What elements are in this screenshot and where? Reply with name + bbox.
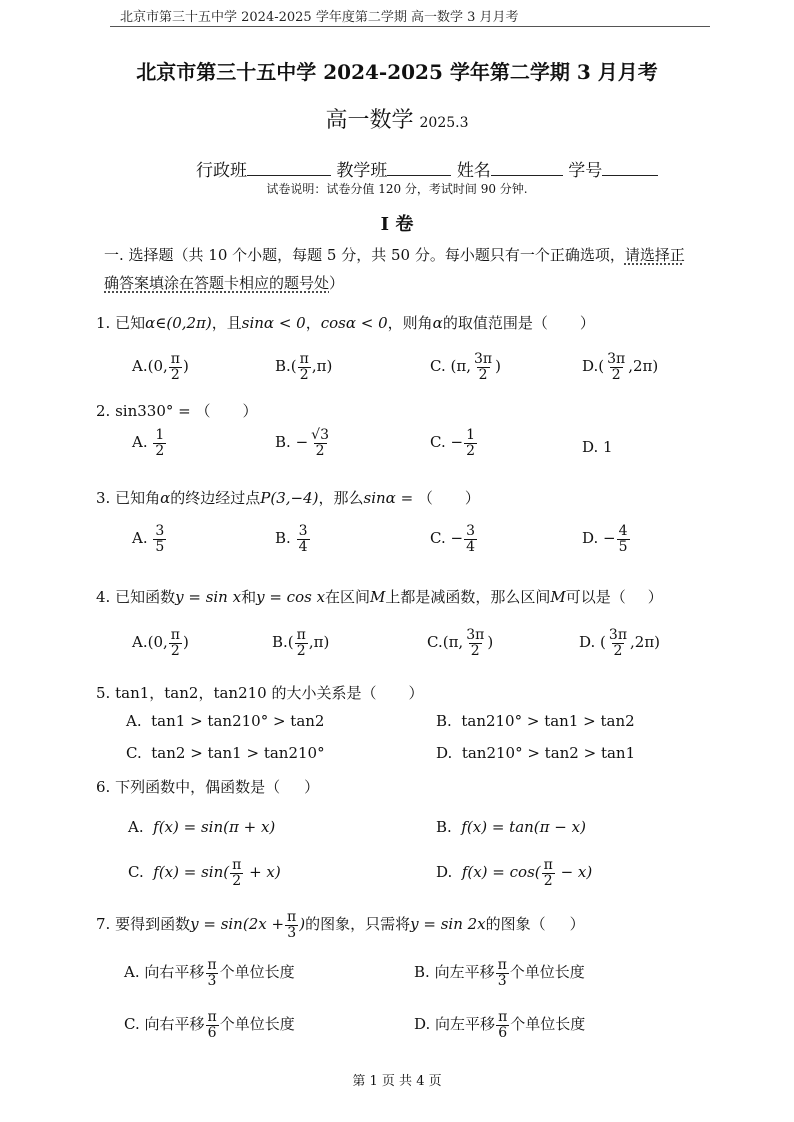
question-2-option-b[interactable] [275,428,332,458]
question-5-option-d[interactable] [436,744,635,762]
question-number: 7. [96,915,111,934]
question-6-option-c[interactable] [128,858,281,888]
option-label: A. [132,633,148,652]
option-text: 个单位长度 [509,963,585,982]
denominator: 5 [155,538,165,555]
denominator: 3 [287,924,297,941]
numerator: 3 [155,523,165,539]
instruction-text: 一. 选择题（共 10 个小题，每题 5 分，共 50 分。每小题只有一个正确选项， [104,246,625,264]
math-expr: y = cos x [256,588,326,606]
class-admin-field[interactable] [247,161,331,176]
fraction [153,428,166,458]
option-text: ) [182,633,189,652]
option-label: D. [436,744,453,762]
question-1-option-d[interactable] [582,352,658,382]
denominator: 2 [611,366,621,383]
math-expr: α [160,489,171,507]
numerator: π [543,857,553,873]
option-label: B. [436,818,452,836]
stem-text: 的图象，只需将 [305,915,411,934]
option-label: C. [126,744,142,762]
option-text: f(x) = cos( [461,863,541,882]
stem-text: 和 [241,588,257,606]
denominator: 2 [170,642,180,659]
question-number: 4. [96,588,111,606]
fraction [169,352,182,382]
question-5-option-c[interactable] [126,744,325,762]
question-6-option-d[interactable] [436,858,592,888]
numerator: 4 [618,523,628,539]
math-expr: P(3,−4) [260,489,319,507]
option-text: 1 [603,438,613,456]
question-1-option-b[interactable] [275,352,332,382]
fraction [464,628,486,658]
class-admin-label: 行政班 [196,161,247,181]
numerator: π [497,957,507,973]
question-3-option-a[interactable] [132,524,167,554]
question-5-option-a[interactable] [126,712,324,730]
math-expr: α∈(0,2π) [145,314,212,332]
instruction-text: ） [329,274,345,292]
fraction [496,958,509,988]
option-text: f(x) = sin(π + x) [153,818,276,836]
fraction [472,352,494,382]
answer-bracket: ） [304,778,320,796]
fraction [230,858,243,888]
question-1-option-c[interactable] [430,352,501,382]
question-4-option-c[interactable] [427,628,493,658]
student-id-field[interactable] [602,161,658,176]
fraction [464,524,477,554]
option-sign: − [295,433,309,452]
math-expr: M [550,588,566,606]
stem-text: 的图象（ [485,915,546,934]
fraction [206,1010,219,1040]
option-text: tan210° > tan1 > tan2 [461,712,635,730]
question-2-option-c[interactable] [430,428,478,458]
student-info-fields [196,156,658,181]
option-text: f(x) = tan(π − x) [461,818,586,836]
fraction [297,524,310,554]
question-3-option-b[interactable] [275,524,311,554]
numerator: π [232,857,242,873]
question-6-stem [96,776,319,797]
fraction [309,428,331,458]
question-4-option-a[interactable] [132,628,189,658]
option-sign: − [603,529,616,548]
denominator: 5 [618,538,628,555]
numerator: π [170,627,180,643]
denominator: 2 [478,366,488,383]
answer-bracket: ） [569,915,585,934]
stem-text: 已知函数 [115,588,176,606]
option-text: 向左平移 [434,963,495,982]
question-4-option-b[interactable] [272,628,329,658]
numerator: 3π [607,351,626,367]
math-expr: cosα < 0 [320,314,388,332]
fraction [298,352,311,382]
option-text: − x) [555,863,593,882]
class-teach-field[interactable] [387,161,451,176]
question-2-option-d[interactable] [582,438,613,456]
question-5-option-b[interactable] [436,712,635,730]
question-7-option-d[interactable] [414,1010,585,1040]
question-6-option-a[interactable] [128,818,275,836]
stem-text: 可以是（ [565,588,626,606]
fraction [295,628,308,658]
stem-text: ，则角 [387,314,433,332]
numerator: π [207,1009,217,1025]
answer-bracket: ） [408,684,424,702]
question-3-option-d[interactable] [582,524,631,554]
option-text: 向右平移 [144,963,205,982]
name-field[interactable] [491,161,563,176]
option-text: tan1 > tan210° > tan2 [151,712,325,730]
denominator: 2 [155,442,165,459]
option-text: (π, [442,633,464,652]
question-6-option-b[interactable] [436,818,586,836]
stem-text: sin330° = （ [115,402,211,420]
denominator: 2 [470,642,480,659]
volume-heading: I 卷 [380,214,414,235]
stem-text: ，那么 [318,489,364,507]
stem-text: ， [305,314,321,332]
instruction-emphasis: 请选择正 [624,246,685,264]
fraction [496,1010,509,1040]
math-expr: sinα < 0 [241,314,306,332]
numerator: π [299,351,309,367]
option-sign: − [450,529,464,548]
option-text: (0, [147,633,168,652]
option-label: A. [126,712,142,730]
exam-note: 试卷说明：试卷分值 120 分，考试时间 90 分钟. [266,182,528,196]
option-text: 个单位长度 [510,1015,586,1034]
question-2-option-a[interactable] [132,428,167,458]
option-label: C. [124,1015,140,1034]
option-text: 个单位长度 [219,963,295,982]
fraction [464,428,477,458]
denominator: 2 [170,366,180,383]
question-number: 1. [96,314,111,332]
option-text: ( [598,357,605,376]
exam-date: 2025.3 [419,115,469,131]
question-number: 3. [96,489,111,507]
question-number: 5. [96,684,111,702]
denominator: 4 [466,538,475,555]
option-text: tan2 > tan1 > tan210° [151,744,325,762]
question-number: 2. [96,402,111,420]
option-text: (0, [147,357,168,376]
exam-subtitle [0,103,794,134]
denominator: 3 [207,972,217,989]
numerator: 3π [473,351,493,367]
option-text: ) [182,357,189,376]
answer-bracket: ） [647,588,663,606]
numerator: π [170,351,180,367]
option-label: B. [275,529,291,548]
numerator: π [498,1009,508,1025]
numerator: 3 [466,523,475,539]
option-text: ,π) [308,633,330,652]
stem-text: tan1，tan2，tan210 的大小关系是（ [115,684,377,702]
name-label: 姓名 [456,161,491,181]
option-label: D. [582,438,599,456]
question-number: 6. [96,778,111,796]
option-text: tan210° > tan2 > tan1 [461,744,636,762]
option-label: A. [132,433,148,452]
denominator: 2 [296,642,306,659]
option-label: C. [430,529,446,548]
fraction [169,628,182,658]
option-label: B. [414,963,430,982]
option-label: B. [275,433,291,452]
denominator: 2 [543,872,553,889]
option-text: ) [495,357,501,376]
fraction [605,352,627,382]
option-label: D. [582,357,599,376]
option-label: A. [128,818,144,836]
option-label: B. [275,357,291,376]
denominator: 2 [613,642,623,659]
instruction-emphasis: 确答案填涂在答题卡相应的题号处 [104,274,330,292]
question-4-option-d[interactable] [579,628,660,658]
math-expr: y = sin 2x [410,915,486,934]
option-label: B. [272,633,288,652]
student-id-label: 学号 [568,161,603,181]
option-text: + x) [244,863,281,882]
option-label: C. [128,863,144,882]
page-footer: 第 1 页 共 4 页 [352,1074,442,1089]
option-text: 向右平移 [144,1015,205,1034]
option-label: A. [124,963,140,982]
numerator: 1 [466,427,475,443]
stem-text: 的取值范围是（ [442,314,548,332]
option-label: B. [436,712,452,730]
numerator: √3 [311,427,329,443]
option-text: ,2π) [628,357,659,376]
numerator: 3π [466,627,485,643]
answer-bracket: ） [242,402,258,420]
stem-text: 已知角 [115,489,161,507]
stem-text: ，且 [211,314,242,332]
math-expr: M [370,588,386,606]
stem-text: 在区间 [325,588,371,606]
question-7-option-b[interactable] [414,958,585,988]
denominator: 2 [232,872,242,889]
option-text: ( [290,357,297,376]
denominator: 6 [498,1024,508,1041]
option-text: ) [487,633,494,652]
option-text: 向左平移 [435,1015,496,1034]
subject-label: 高一数学 [325,108,414,133]
option-label: D. [582,529,599,548]
class-teach-label: 教学班 [336,161,388,181]
option-text: 个单位长度 [219,1015,295,1034]
stem-text: 要得到函数 [115,915,191,934]
question-4-stem [96,586,663,607]
option-label: A. [132,357,148,376]
fraction [205,958,218,988]
fraction [607,628,629,658]
option-text: ( [287,633,294,652]
numerator: π [296,627,306,643]
header-rule [110,26,710,27]
fraction [617,524,630,554]
numerator: 3π [608,627,628,643]
question-7-option-c[interactable] [124,1010,295,1040]
math-expr: ) [299,915,306,934]
question-7-option-a[interactable] [124,958,295,988]
fraction [153,524,166,554]
stem-text: 上都是减函数，那么区间 [385,588,551,606]
option-sign: − [450,433,464,452]
option-text: (π, [450,357,471,376]
numerator: 1 [155,427,165,443]
numerator: 3 [298,523,308,539]
question-7-stem [96,910,585,940]
fraction [542,858,555,888]
question-1-option-a[interactable] [132,352,189,382]
math-expr: y = sin(2x + [190,915,285,934]
running-header: 北京市第三十五中学 2024-2025 学年度第二学期 高一数学 3 月月考 [120,10,519,25]
denominator: 2 [315,442,325,459]
option-label: D. [579,633,596,652]
option-text: ,2π) [630,633,661,652]
option-label: D. [436,863,453,882]
option-label: D. [414,1015,431,1034]
stem-text: 已知 [115,314,146,332]
option-text: f(x) = sin( [153,863,230,882]
denominator: 3 [497,972,507,989]
numerator: π [207,957,217,973]
question-3-option-c[interactable] [430,524,478,554]
question-1-stem [96,312,595,333]
math-expr: y = sin x [175,588,242,606]
option-text: ( [600,633,606,652]
stem-text: = （ [395,489,433,507]
option-text: ,π) [311,357,333,376]
fraction [285,910,298,940]
question-3-stem [96,487,480,508]
math-expr: α [432,314,443,332]
option-label: A. [132,529,148,548]
exam-title: 北京市第三十五中学 2024-2025 学年第二学期 3 月月考 [136,60,658,84]
numerator: π [287,909,297,925]
math-expr: sinα [363,489,396,507]
option-label: C. [430,433,446,452]
question-5-stem [96,682,424,703]
stem-text: 下列函数中，偶函数是（ [115,778,281,796]
option-label: C. [430,357,446,376]
denominator: 2 [466,442,475,459]
denominator: 4 [298,538,308,555]
answer-bracket: ） [464,489,480,507]
stem-text: 的终边经过点 [170,489,261,507]
question-2-stem [96,400,258,421]
denominator: 2 [299,366,309,383]
denominator: 6 [207,1024,217,1041]
section-instructions-cont [104,272,344,293]
answer-bracket: ） [579,314,595,332]
option-label: C. [427,633,443,652]
section-instructions [104,244,685,265]
